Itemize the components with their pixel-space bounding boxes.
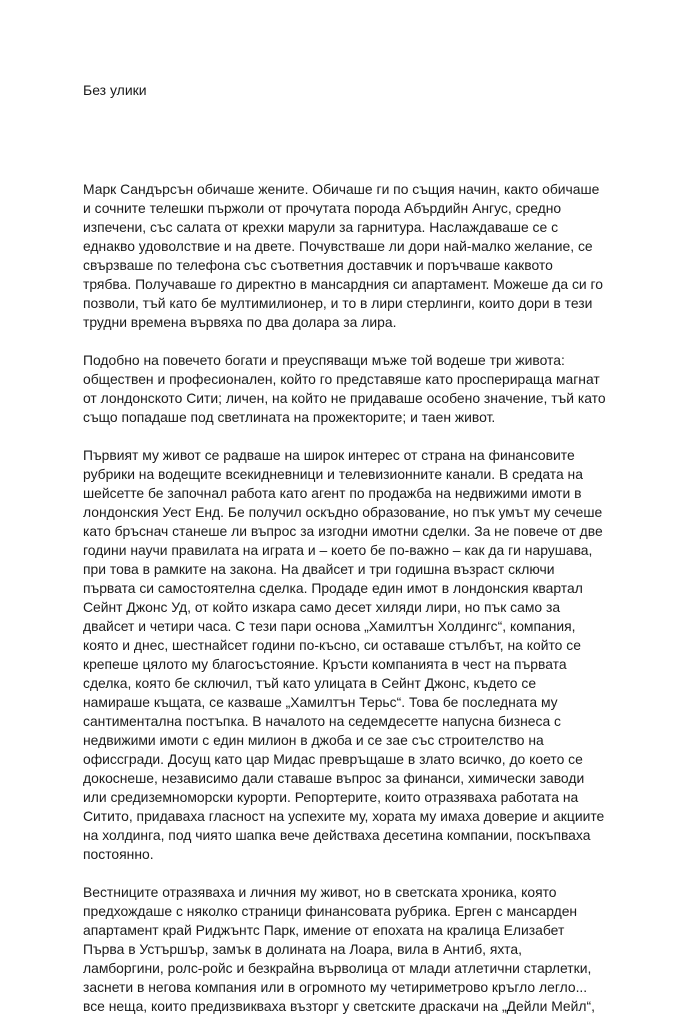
text-line: трябва. Получаваше го директно в мансардния си апартамент. Можеше да си го <box>83 276 604 292</box>
text-line: при това в рамките на закона. На двайсет и три годишна възраст сключи <box>83 561 555 577</box>
text-line: крепеше цялото му благосъстояние. Кръсти компанията в чест на първата <box>83 656 567 672</box>
text-line: свързваше по телефона със съответния доставчик и поръчваше каквото <box>83 257 553 273</box>
text-line: намираше къщата, се казваше „Хамилтън Терьс“. Това бе последната му <box>83 694 558 710</box>
document-title: Без улики <box>83 82 147 98</box>
text-line: Подобно на повечето богати и преуспяващи мъже той водеше три живота: <box>83 352 565 368</box>
document-body <box>83 180 623 1035</box>
text-line: апартамент край Риджънтс Парк, имение от епохата на кралица Елизабет <box>83 922 565 938</box>
text-line: и сочните телешки пържоли от прочутата порода Абърдийн Ангус, средно <box>83 200 562 216</box>
text-line: постоянно. <box>83 846 154 862</box>
text-line: която и днес, шестнайсет години по-късно, си оставаше стълбът, на който се <box>83 637 581 653</box>
text-line: докоснеше, независимо дали ставаше въпрос за финанси, химически заводи <box>83 770 585 786</box>
text-line: недвижими имоти с един милион в джоба и се зае със строителство на <box>83 732 544 748</box>
text-line: позволи, тъй като бе мултимилионер, и то в лири стерлинги, които дори в тези <box>83 295 593 311</box>
text-line: години научи правилата на играта и – което бе по-важно – как да ги нарушава, <box>83 542 593 558</box>
text-line: като бръснач станеше ли въпрос за изгодни имотни сделки. За не повече от две <box>83 523 603 539</box>
text-line: шейсетте бе започнал работа като агент по продажба на недвижими имоти в <box>83 485 582 501</box>
text-line: Вестниците отразяваха и личния му живот, но в светската хроника, която <box>83 884 557 900</box>
text-line: предхождаше с няколко страници финансовата рубрика. Ерген с мансарден <box>83 903 578 919</box>
paragraph-3 <box>83 446 623 864</box>
text-line: заснети в негова компания или в огромното му четириметрово кръгло легло... <box>83 979 588 995</box>
text-line: Първа в Устършър, замък в долината на Лоара, вила в Антиб, яхта, <box>83 941 522 957</box>
text-line: лондонския Уест Енд. Бе получил оскъдно образование, но пък умът му сечеше <box>83 504 603 520</box>
text-line: на холдинга, под чиято шапка вече действаха десетина компании, поскъпваха <box>83 827 591 843</box>
text-line: еднакво удоволствие и на двете. Почувстваше ли дори най-малко желание, се <box>83 238 593 254</box>
text-line: Ситито, придаваха гласност на успехите му, хората му имаха доверие и акциите <box>83 808 605 824</box>
text-line: трудни времена вървяха по два долара за лира. <box>83 314 397 330</box>
text-line: също попадаше под светлината на прожекторите; и таен живот. <box>83 409 496 425</box>
text-line: Сейнт Джонс Уд, от който изкара само десет хиляди лири, но пък само за <box>83 599 561 615</box>
text-line: от лондонското Сити; личен, на който не придаваше особено значение, тъй като <box>83 390 606 406</box>
text-line: рубрики на водещите всекидневници и телевизионните канали. В средата на <box>83 466 583 482</box>
text-line: изпечени, със салата от крехки марули за гарнитура. Наслаждаваше се с <box>83 219 559 235</box>
text-line: сделка, която бе сключил, тъй като улицата в Сейнт Джонс, където се <box>83 675 537 691</box>
paragraph-2 <box>83 351 623 427</box>
paragraph-1 <box>83 180 623 332</box>
text-line: офиссгради. Досущ като цар Мидас превръщаше в злато всичко, до което се <box>83 751 583 767</box>
text-line: първата си самостоятелна сделка. Продаде един имот в лондонския квартал <box>83 580 583 596</box>
text-line: Първият му живот се радваше на широк интерес от страна на финансовите <box>83 447 575 463</box>
text-line: двайсет и четири часа. С тези пари основа „Хамилтън Холдингс“, компания, <box>83 618 576 634</box>
text-line: сантиментална постъпка. В началото на седемдесетте напусна бизнеса с <box>83 713 561 729</box>
paragraph-4 <box>83 883 623 1016</box>
text-line: все неща, които предизвикваха възторг у светските драскачи на „Дейли Мейл“, <box>83 998 595 1014</box>
text-line: ламборгини, ролс-ройс и безкрайна върволица от млади атлетични старлетки, <box>83 960 592 976</box>
text-line: обществен и професионален, който го представяше като просперираща магнат <box>83 371 600 387</box>
text-line: Марк Сандърсън обичаше жените. Обичаше ги по същия начин, както обичаше <box>83 181 600 197</box>
text-line: или средиземноморски курорти. Репортерите, които отразяваха работата на <box>83 789 579 805</box>
